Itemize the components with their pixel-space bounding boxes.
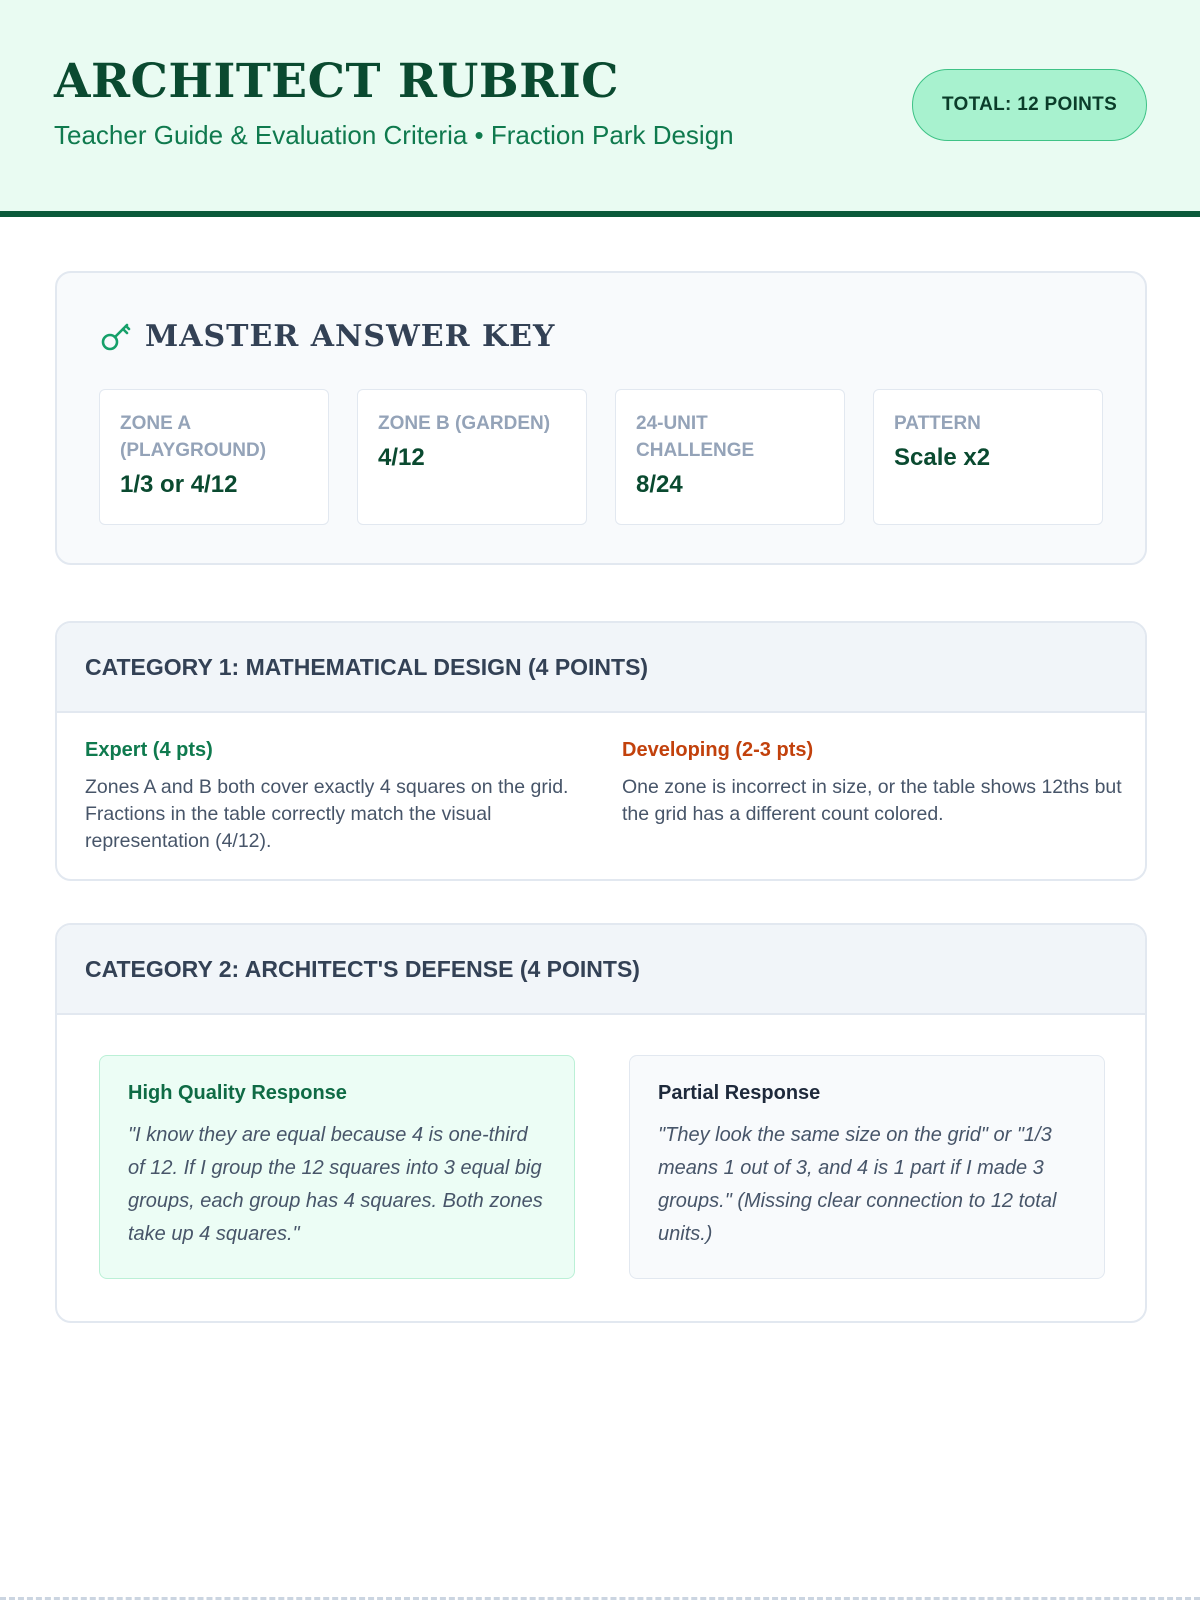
total-points-badge: TOTAL: 12 POINTS xyxy=(912,69,1147,141)
criterion-developing xyxy=(622,739,1122,828)
answer-key-item-zone-a xyxy=(99,389,329,525)
answer-key-heading xyxy=(99,319,555,354)
criterion-expert-label: Expert (4 pts) xyxy=(85,739,213,761)
high-quality-response-box xyxy=(99,1055,575,1279)
answer-key-value: 1/3 or 4/12 xyxy=(120,471,238,498)
answer-key-item-24-unit xyxy=(615,389,845,525)
page-header xyxy=(0,0,1200,217)
answer-key-value: Scale x2 xyxy=(894,444,991,471)
answer-key-value: 8/24 xyxy=(636,471,683,498)
answer-key-item-zone-b xyxy=(357,389,587,525)
answer-key-label: PATTERN xyxy=(894,413,981,434)
high-quality-response-text: "I know they are equal because 4 is one-third of 12. If I group the 12 squares into 3 equal big groups, each group has 4 squares. Both zones take up 4 squares." xyxy=(128,1124,543,1245)
master-answer-key-card xyxy=(55,271,1147,565)
answer-key-label: ZONE B (GARDEN) xyxy=(378,413,551,434)
partial-response-text: "They look the same size on the grid" or "1/3 means 1 out of 3, and 4 is 1 part if I made 3 groups." (Missing clear connection to 12 total units.) xyxy=(658,1124,1057,1245)
answer-key-label: ZONE A (PLAYGROUND) xyxy=(120,413,267,461)
criterion-developing-text: One zone is incorrect in size, or the table shows 12ths but the grid has a different count colored. xyxy=(622,776,1122,825)
answer-key-value: 4/12 xyxy=(378,444,425,471)
category-2-card xyxy=(55,923,1147,1323)
high-quality-response-label: High Quality Response xyxy=(128,1082,347,1104)
partial-response-box xyxy=(629,1055,1105,1279)
criterion-developing-label: Developing (2-3 pts) xyxy=(622,739,814,761)
answer-key-item-pattern xyxy=(873,389,1103,525)
key-icon xyxy=(99,320,133,354)
answer-key-label: 24-UNIT CHALLENGE xyxy=(636,413,755,461)
page-subtitle: Teacher Guide & Evaluation Criteria • Fraction Park Design xyxy=(54,120,734,150)
partial-response-label: Partial Response xyxy=(658,1082,821,1104)
category-1-card xyxy=(55,621,1147,881)
answer-key-title: MASTER ANSWER KEY xyxy=(145,319,556,354)
category-2-title: CATEGORY 2: ARCHITECT'S DEFENSE (4 POINTS) xyxy=(57,925,1145,1015)
category-1-title: CATEGORY 1: MATHEMATICAL DESIGN (4 POINTS) xyxy=(57,623,1145,713)
criterion-expert-text: Zones A and B both cover exactly 4 squares on the grid. Fractions in the table correctly match the visual representation (4/12). xyxy=(85,776,569,852)
criterion-expert xyxy=(85,739,585,855)
page-title: ARCHITECT RUBRIC xyxy=(54,54,620,109)
